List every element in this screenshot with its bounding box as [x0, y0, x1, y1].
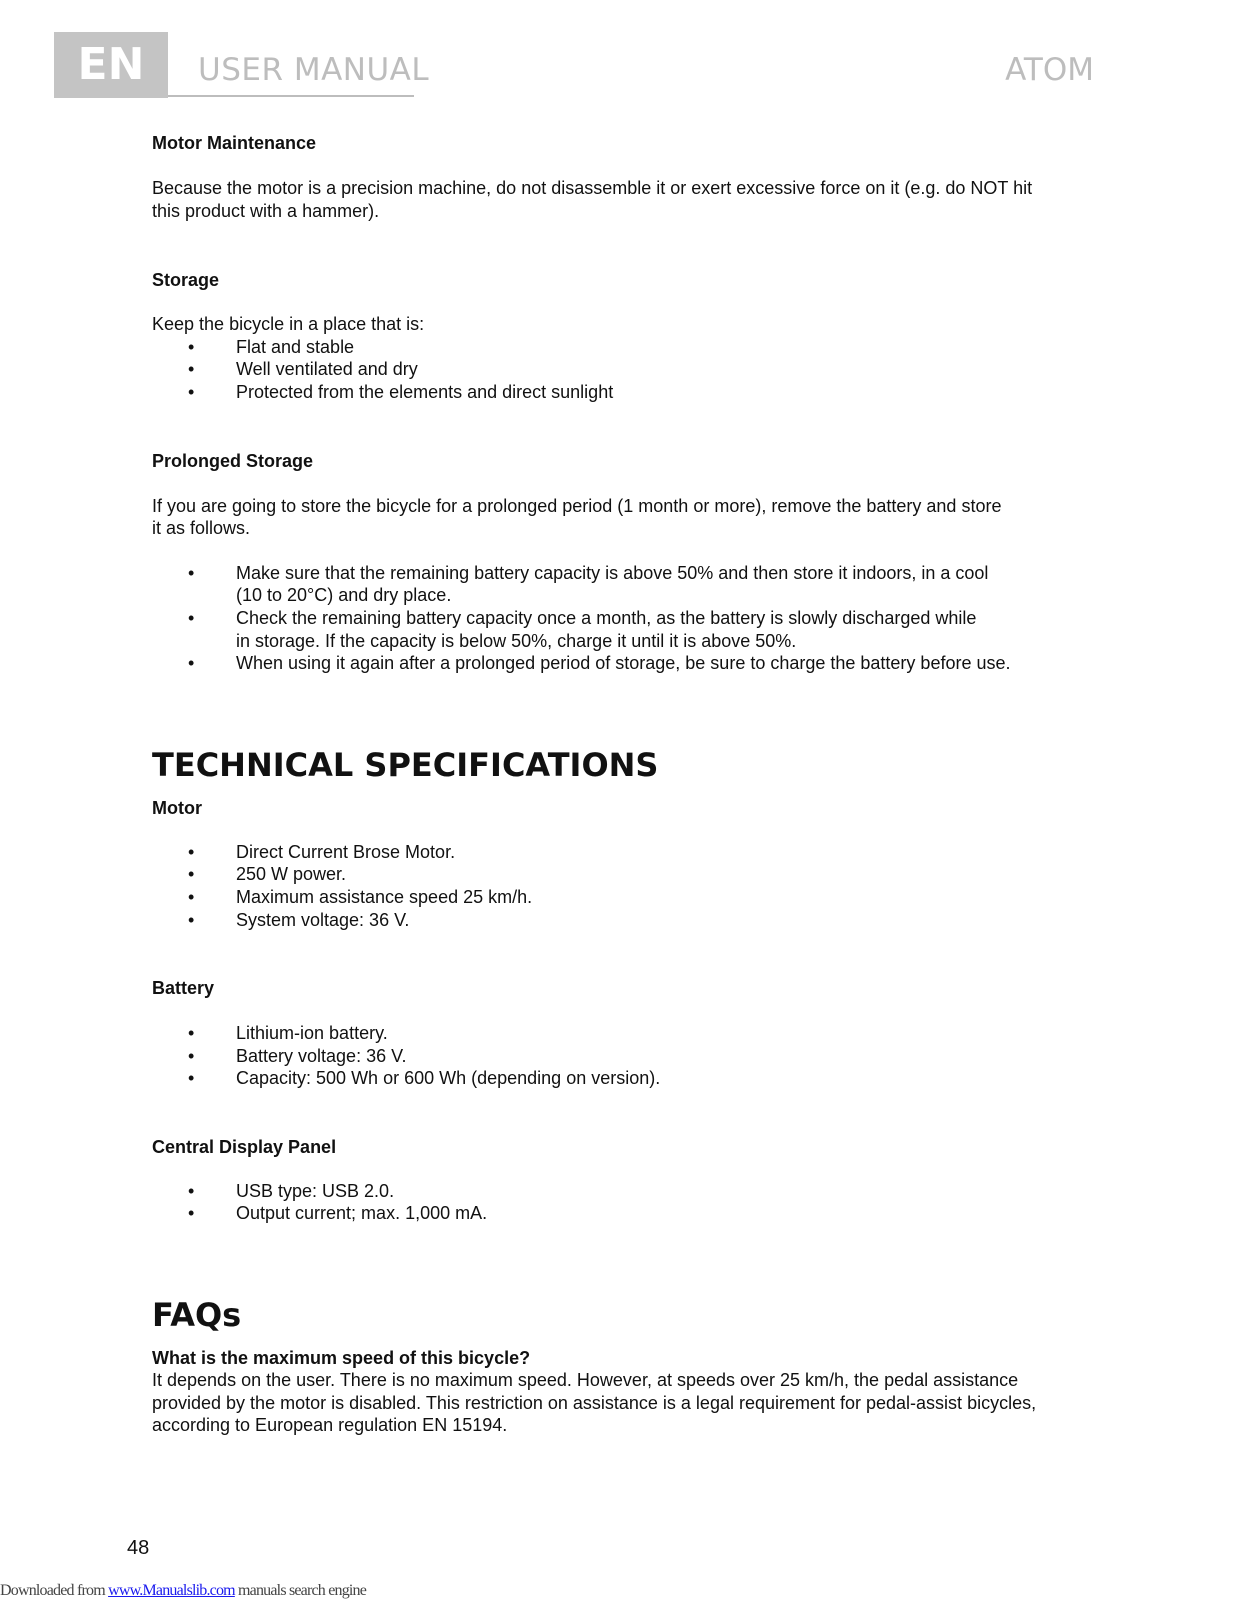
- storage-heading: Storage: [152, 270, 220, 291]
- list-item: [152, 652, 1092, 675]
- display-specs-list: [152, 1180, 1092, 1225]
- list-item: • Flat and stable: [152, 336, 1092, 359]
- list-item: • Lithium-ion battery.: [152, 1022, 1092, 1045]
- faq-question: What is the maximum speed of this bicycle?: [152, 1348, 531, 1369]
- list-item: • Protected from the elements and direct sunlight: [152, 381, 1092, 404]
- manualslib-link[interactable]: www.Manualslib.com: [108, 1582, 235, 1599]
- list-item: • USB type: USB 2.0.: [152, 1180, 1092, 1203]
- list-item-line: (10 to 20°C) and dry place.: [236, 585, 452, 606]
- list-item: • System voltage: 36 V.: [152, 909, 1092, 932]
- download-footer: [0, 1582, 366, 1600]
- list-item-line: in storage. If the capacity is below 50%, charge it until it is above 50%.: [236, 630, 797, 651]
- list-item: • Direct Current Brose Motor.: [152, 841, 1092, 864]
- storage-intro: Keep the bicycle in a place that is:: [152, 314, 425, 335]
- list-item-line: When using it again after a prolonged period of storage, be sure to charge the battery before use.: [236, 653, 1011, 674]
- prolonged-storage-intro-line: If you are going to store the bicycle for a prolonged period (1 month or more), remove the battery and store: [152, 495, 1002, 516]
- list-item: [152, 607, 1092, 652]
- motor-maintenance-heading: Motor Maintenance: [152, 133, 317, 153]
- faq-answer-line: provided by the motor is disabled. This restriction on assistance is a legal requirement for pedal-assist bicycles,: [152, 1392, 1037, 1413]
- motor-maintenance-text-line: Because the motor is a precision machine, do not disassemble it or exert excessive force on it (e.g. do NOT hit: [152, 178, 1033, 198]
- faq-answer-line: according to European regulation EN 15194.: [152, 1415, 508, 1436]
- faq-answer-line: It depends on the user. There is no maximum speed. However, at speeds over 25 km/h, the pedal assistance: [152, 1370, 1019, 1391]
- list-item: • 250 W power.: [152, 863, 1092, 886]
- motor-maintenance-text-line: this product with a hammer).: [152, 200, 380, 221]
- header-rule: [168, 95, 414, 97]
- list-item: • Maximum assistance speed 25 km/h.: [152, 886, 1092, 909]
- page-content: [152, 132, 1092, 1437]
- language-badge: EN: [54, 32, 168, 98]
- prolonged-storage-heading: Prolonged Storage: [152, 450, 314, 471]
- list-item: • Battery voltage: 36 V.: [152, 1045, 1092, 1068]
- header-product-name: ATOM: [1005, 52, 1094, 88]
- list-item: • Well ventilated and dry: [152, 358, 1092, 381]
- tech-specs-heading: TECHNICAL SPECIFICATIONS: [152, 745, 659, 784]
- prolonged-storage-intro-line: it as follows.: [152, 518, 251, 539]
- list-item: • Output current; max. 1,000 mA.: [152, 1202, 1092, 1225]
- list-item: • Capacity: 500 Wh or 600 Wh (depending on version).: [152, 1067, 1092, 1090]
- page-number: 48: [127, 1537, 150, 1559]
- list-item-line: Make sure that the remaining battery capacity is above 50% and then store it indoors, in a cool: [236, 562, 989, 583]
- prolonged-storage-list: [152, 562, 1092, 675]
- display-specs-heading: Central Display Panel: [152, 1136, 337, 1157]
- list-item: [152, 562, 1092, 607]
- motor-specs-heading: Motor: [152, 797, 202, 818]
- storage-list: [152, 336, 1092, 404]
- footer-prefix: Downloaded from: [0, 1582, 109, 1599]
- footer-suffix: manuals search engine: [234, 1582, 367, 1599]
- header-title: USER MANUAL: [198, 52, 430, 88]
- battery-specs-list: [152, 1022, 1092, 1090]
- motor-specs-list: [152, 841, 1092, 931]
- faqs-heading: FAQs: [152, 1296, 242, 1335]
- list-item-line: Check the remaining battery capacity once a month, as the battery is slowly discharged while: [236, 607, 977, 628]
- battery-specs-heading: Battery: [152, 978, 215, 999]
